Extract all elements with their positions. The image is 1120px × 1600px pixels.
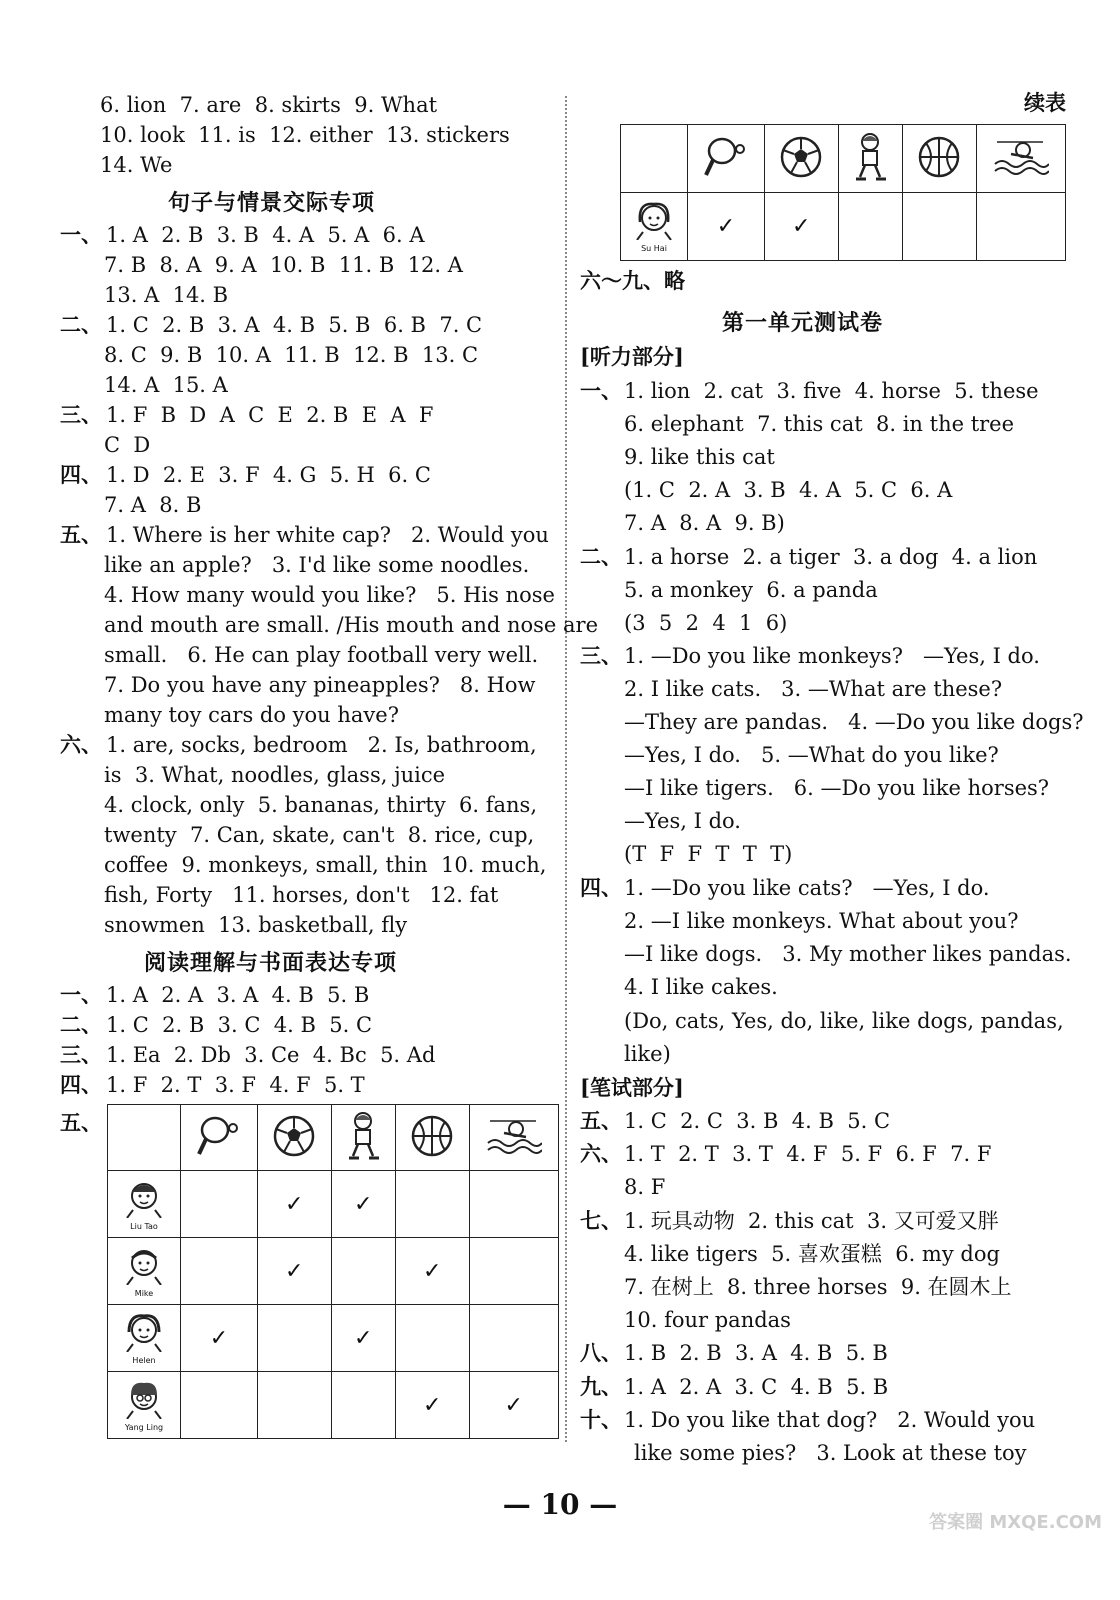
- page-number: — 10 —: [502, 1488, 618, 1521]
- answer-line: 1. F B D A C E 2. B E A F: [106, 403, 434, 427]
- question-mark: 一、: [60, 982, 102, 1007]
- check-mark: ✓: [353, 1191, 373, 1217]
- swimming-icon: [993, 163, 1049, 182]
- child-name: Mike: [134, 1288, 154, 1298]
- answer-line: 1. are, socks, bedroom 2. Is, bathroom,: [106, 733, 537, 757]
- table-cell: [395, 1305, 469, 1372]
- answer-line: 8. C 9. B 10. A 11. B 12. B 13. C: [104, 343, 479, 367]
- check-mark: ✓: [422, 1258, 442, 1284]
- answer-line: 4. How many would you like? 5. His nose: [104, 583, 555, 607]
- section-heading: 阅读理解与书面表达专项: [144, 950, 398, 976]
- answer-line: 1. Do you like that dog? 2. Would you: [624, 1408, 1036, 1432]
- boy-skating-icon: [850, 168, 890, 187]
- answer-line: 7. A 8. A 9. B): [624, 511, 785, 535]
- child-face-icon: [629, 225, 679, 244]
- table-cell: [469, 1372, 558, 1439]
- child-face-icon: [119, 1404, 169, 1423]
- answer-line: 14. We: [100, 153, 173, 177]
- question-mark: 五、: [60, 1110, 102, 1135]
- answer-line: like some pies? 3. Look at these toy: [634, 1441, 1027, 1465]
- question-mark: 五、: [60, 522, 102, 547]
- check-mark: ✓: [504, 1392, 523, 1418]
- header-cell: [902, 125, 976, 193]
- hobby-table: [107, 1104, 559, 1439]
- question-mark: 二、: [580, 544, 622, 569]
- answer-line: and mouth are small. /His mouth and nose are: [104, 613, 599, 637]
- answer-line: 1. A 2. A 3. C 4. B 5. B: [624, 1375, 889, 1399]
- table-cell: [331, 1171, 395, 1238]
- check-mark: ✓: [353, 1325, 373, 1351]
- header-cell: [838, 125, 902, 193]
- check-mark: ✓: [284, 1191, 304, 1217]
- answer-line: 1. A 2. A 3. A 4. B 5. B: [106, 983, 370, 1007]
- question-mark: 八、: [580, 1340, 622, 1365]
- question-mark: 二、: [60, 312, 102, 337]
- answer-line: (Do, cats, Yes, do, like, like dogs, pandas,: [624, 1009, 1064, 1033]
- basketball-icon: [916, 165, 962, 184]
- question-mark: 六、: [580, 1141, 622, 1166]
- answer-line: 10. four pandas: [624, 1308, 791, 1332]
- answer-line: is 3. What, noodles, glass, juice: [104, 763, 446, 787]
- answer-line: 六～九、略: [580, 268, 685, 293]
- header-cell: [688, 125, 765, 193]
- answer-line: 7. A 8. B: [104, 493, 202, 517]
- child-cell: [108, 1372, 181, 1439]
- header-cell: [181, 1105, 258, 1171]
- answer-line: twenty 7. Can, skate, can't 8. rice, cup,: [104, 823, 535, 847]
- question-mark: 七、: [580, 1208, 622, 1233]
- child-cell: [108, 1238, 181, 1305]
- answer-line: C D: [104, 433, 151, 457]
- answer-line: small. 6. He can play football very well.: [104, 643, 539, 667]
- table-cell: [469, 1171, 558, 1238]
- header-cell: [257, 1105, 331, 1171]
- table-cell: [257, 1305, 331, 1372]
- header-cell: [764, 125, 838, 193]
- child-name: Liu Tao: [130, 1221, 158, 1231]
- question-mark: 一、: [60, 222, 102, 247]
- table-cell: [181, 1372, 258, 1439]
- answer-line: 1. A 2. B 3. B 4. A 5. A 6. A: [106, 223, 425, 247]
- child-cell: [108, 1171, 181, 1238]
- answer-line: 8. F: [624, 1175, 666, 1199]
- answer-line: 1. Where is her white cap? 2. Would you: [106, 523, 549, 547]
- check-mark: ✓: [284, 1258, 304, 1284]
- answer-line: 7. B 8. A 9. A 10. B 11. B 12. A: [104, 253, 463, 277]
- answer-line: 10. look 11. is 12. either 13. stickers: [100, 123, 510, 147]
- answer-line: (1. C 2. A 3. B 4. A 5. C 6. A: [624, 478, 953, 502]
- question-mark: 四、: [60, 1072, 102, 1097]
- answer-line: 1. 玩具动物 2. this cat 3. 又可爱又胖: [624, 1209, 999, 1233]
- table-cell: [469, 1305, 558, 1372]
- section-heading: 第一单元测试卷: [722, 310, 884, 336]
- question-mark: 三、: [60, 1042, 102, 1067]
- answer-line: —They are pandas. 4. —Do you like dogs?: [624, 710, 1084, 734]
- answer-line: 1. F 2. T 3. F 4. F 5. T: [106, 1073, 365, 1097]
- basketball-icon: [409, 1144, 455, 1163]
- answer-line: 1. Ea 2. Db 3. Ce 4. Bc 5. Ad: [106, 1043, 436, 1067]
- child-name: Yang Ling: [124, 1422, 164, 1432]
- answer-line: 1. —Do you like cats? —Yes, I do.: [624, 876, 990, 900]
- table-cell: [395, 1238, 469, 1305]
- corner-cell: [621, 125, 688, 193]
- table-cell: [181, 1171, 258, 1238]
- table-tennis-icon: [702, 166, 750, 185]
- section-heading: 句子与情景交际专项: [168, 190, 376, 216]
- answer-line: fish, Forty 11. horses, don't 12. fat: [104, 883, 499, 907]
- table-cell: [257, 1372, 331, 1439]
- check-mark: ✓: [422, 1392, 442, 1418]
- question-mark: 二、: [60, 1012, 102, 1037]
- answer-line: 7. Do you have any pineapples? 8. How: [104, 673, 536, 697]
- site-watermark: 答案圈 MXQE.COM: [929, 1512, 1102, 1533]
- table-cell: [331, 1238, 395, 1305]
- header-cell: [976, 125, 1065, 193]
- question-mark: 四、: [580, 875, 622, 900]
- answer-line: coffee 9. monkeys, small, thin 10. much,: [104, 853, 547, 877]
- child-cell: [108, 1305, 181, 1372]
- child-cell: [621, 193, 688, 261]
- check-mark: ✓: [716, 214, 736, 239]
- table-cell: [469, 1238, 558, 1305]
- answer-line: 6. elephant 7. this cat 8. in the tree: [624, 412, 1015, 436]
- table-cell: [181, 1305, 258, 1372]
- column-divider: [565, 96, 567, 1442]
- boy-skating-icon: [343, 1147, 383, 1166]
- table-cell: [976, 193, 1065, 261]
- answer-line: —Yes, I do.: [624, 809, 741, 833]
- header-cell: [469, 1105, 558, 1171]
- corner-cell: [108, 1105, 181, 1171]
- question-mark: 一、: [580, 378, 622, 403]
- answer-line: like an apple? 3. I'd like some noodles.: [104, 553, 530, 577]
- answer-line: snowmen 13. basketball, fly: [104, 913, 408, 937]
- answer-line: like): [624, 1042, 671, 1066]
- table-cell: [257, 1238, 331, 1305]
- answer-line: 2. —I like monkeys. What about you?: [624, 909, 1019, 933]
- child-name: Su Hai: [641, 244, 667, 253]
- child-face-icon: [119, 1337, 169, 1356]
- answer-line: 14. A 15. A: [104, 373, 228, 397]
- header-cell: [395, 1105, 469, 1171]
- continued-table: [620, 124, 1066, 261]
- table-cell: [688, 193, 765, 261]
- answer-line: many toy cars do you have?: [104, 703, 399, 727]
- answer-line: 4. I like cakes.: [624, 975, 778, 999]
- football-icon: [778, 165, 824, 184]
- table-cell: [395, 1171, 469, 1238]
- table-cell: [257, 1171, 331, 1238]
- answer-line: 4. clock, only 5. bananas, thirty 6. fans,: [104, 793, 538, 817]
- child-face-icon: [119, 1270, 169, 1289]
- answer-line: 1. B 2. B 3. A 4. B 5. B: [624, 1341, 888, 1365]
- answer-line: 1. C 2. B 3. A 4. B 5. B 6. B 7. C: [106, 313, 483, 337]
- table-cell: [838, 193, 902, 261]
- table-cell: [181, 1238, 258, 1305]
- continued-label: 续表: [1024, 90, 1066, 115]
- answer-line: 2. I like cats. 3. —What are these?: [624, 677, 1003, 701]
- answer-line: —I like tigers. 6. —Do you like horses?: [624, 776, 1050, 800]
- table-tennis-icon: [195, 1145, 243, 1164]
- question-mark: 十、: [580, 1407, 622, 1432]
- answer-line: —Yes, I do. 5. —What do you like?: [624, 743, 999, 767]
- header-cell: [331, 1105, 395, 1171]
- answer-line: 4. like tigers 5. 喜欢蛋糕 6. my dog: [624, 1242, 1000, 1266]
- child-name: Helen: [132, 1355, 156, 1365]
- table-cell: [331, 1372, 395, 1439]
- table-cell: [764, 193, 838, 261]
- answer-line: (3 5 2 4 1 6): [624, 611, 788, 635]
- table-cell: [331, 1305, 395, 1372]
- answer-line: 1. C 2. C 3. B 4. B 5. C: [624, 1109, 891, 1133]
- question-mark: 九、: [580, 1374, 622, 1399]
- check-mark: ✓: [791, 214, 811, 239]
- part-label: [听力部分]: [580, 344, 684, 369]
- answer-line: (T F F T T T): [624, 842, 793, 866]
- answer-line: 1. —Do you like monkeys? —Yes, I do.: [624, 644, 1040, 668]
- question-mark: 四、: [60, 462, 102, 487]
- answer-line: 9. like this cat: [624, 445, 775, 469]
- answer-line: 1. C 2. B 3. C 4. B 5. C: [106, 1013, 373, 1037]
- answer-line: 5. a monkey 6. a panda: [624, 578, 878, 602]
- question-mark: 三、: [580, 643, 622, 668]
- question-mark: 六、: [60, 732, 102, 757]
- table-cell: [902, 193, 976, 261]
- answer-line: 1. a horse 2. a tiger 3. a dog 4. a lion: [624, 545, 1038, 569]
- question-mark: 五、: [580, 1108, 622, 1133]
- answer-line: 1. T 2. T 3. T 4. F 5. F 6. F 7. F: [624, 1142, 992, 1166]
- check-mark: ✓: [209, 1325, 229, 1351]
- question-mark: 三、: [60, 402, 102, 427]
- answer-line: 1. D 2. E 3. F 4. G 5. H 6. C: [106, 463, 431, 487]
- answer-line: 6. lion 7. are 8. skirts 9. What: [100, 93, 438, 117]
- answer-line: 7. 在树上 8. three horses 9. 在圆木上: [624, 1275, 1012, 1299]
- part-label: [笔试部分]: [580, 1075, 684, 1100]
- football-icon: [271, 1144, 317, 1163]
- answer-line: —I like dogs. 3. My mother likes pandas.: [624, 942, 1072, 966]
- answer-line: 13. A 14. B: [104, 283, 229, 307]
- answer-line: 1. lion 2. cat 3. five 4. horse 5. these: [624, 379, 1039, 403]
- child-face-icon: [119, 1203, 169, 1222]
- table-cell: [395, 1372, 469, 1439]
- swimming-icon: [486, 1142, 542, 1161]
